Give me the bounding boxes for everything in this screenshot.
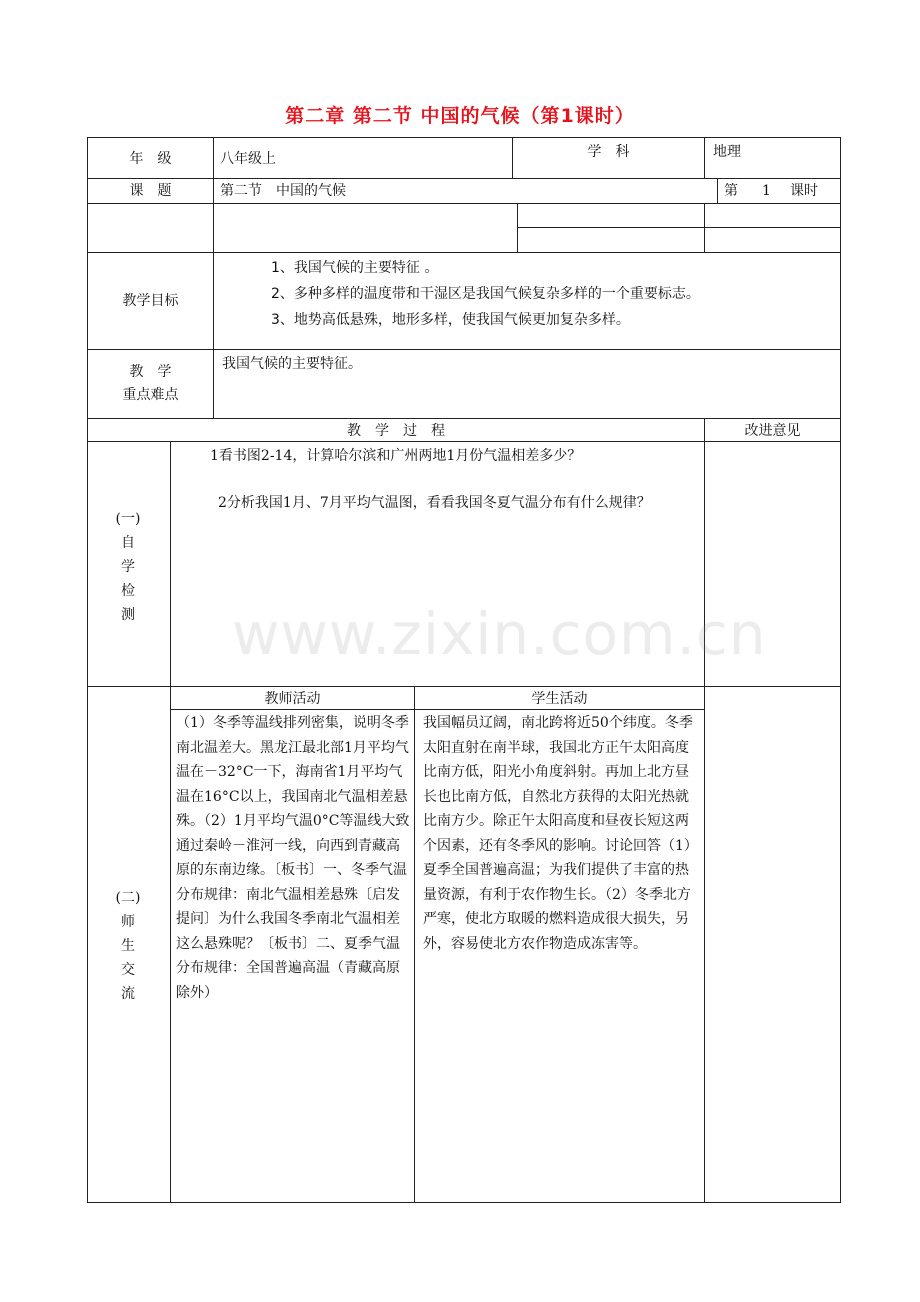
table-border-top bbox=[87, 137, 841, 138]
lesson-prefix: 第 bbox=[724, 183, 738, 199]
row-divider bbox=[87, 686, 841, 687]
row-divider bbox=[170, 709, 705, 710]
row-divider bbox=[87, 441, 841, 442]
row-divider bbox=[517, 227, 841, 228]
objectives-label: 教学目标 bbox=[122, 293, 179, 309]
grade-value: 八年级上 bbox=[220, 151, 276, 167]
table-border-bottom bbox=[87, 1202, 841, 1203]
self-check-question-1: 1看书图2-14，计算哈尔滨和广州两地1月份气温相差多少？ bbox=[210, 448, 582, 464]
section2-label-line: 师 bbox=[121, 914, 135, 930]
watermark-logo: www.zixin.com.cn bbox=[232, 600, 767, 668]
section1-label-line: (一) bbox=[115, 511, 141, 527]
col-divider bbox=[704, 418, 705, 1203]
section2-label-line: 生 bbox=[121, 938, 135, 954]
row-divider bbox=[87, 252, 841, 253]
col-divider bbox=[170, 441, 171, 1203]
section1-label-line: 学 bbox=[121, 559, 135, 575]
teacher-activity-text: （1）冬季等温线排列密集，说明冬季南北温差大。黑龙江最北部1月平均气温在－32°C一下，海南省1月平均气温在16°C以上，我国南北气温相差悬殊。（2）1月平均气温0°C等温线大致通过秦岭－淮河一线，向西到青藏高原的东南边缘。〔板书〕一、冬季气温分布规律：南北气温相差悬殊〔启发提问〕为什么我国冬季南北气温相差这么悬殊呢？〔板书〕二、夏季气温分布规律：全国普遍高温（青藏高原除外） bbox=[176, 715, 410, 1001]
table-border-right bbox=[840, 137, 841, 1203]
row-divider bbox=[87, 349, 841, 350]
row-divider bbox=[87, 178, 841, 179]
lesson-number: 1 bbox=[762, 183, 771, 199]
row-divider bbox=[87, 203, 841, 204]
feedback-header: 改进意见 bbox=[744, 423, 801, 439]
student-activity-header: 学生活动 bbox=[531, 691, 588, 707]
col-divider bbox=[717, 178, 718, 204]
objective-item: 3、地势高低悬殊，地形多样，使我国气候更加复杂多样。 bbox=[271, 312, 630, 328]
section2-label-line: 流 bbox=[121, 986, 135, 1002]
col-divider bbox=[704, 203, 705, 253]
section2-label-line: (二) bbox=[115, 890, 141, 906]
key-points-label-line1: 教 学 bbox=[129, 364, 172, 380]
objective-item: 2、多种多样的温度带和干湿区是我国气候复杂多样的一个重要标志。 bbox=[271, 286, 700, 302]
teacher-activity-header: 教师活动 bbox=[264, 691, 321, 707]
subject-label: 学 科 bbox=[587, 144, 630, 160]
page-title: 第二章 第二节 中国的气候（第1课时） bbox=[285, 105, 635, 127]
key-points-content: 我国气候的主要特征。 bbox=[222, 356, 362, 372]
topic-value: 第二节 中国的气候 bbox=[220, 183, 346, 199]
topic-label: 课 题 bbox=[129, 183, 172, 199]
col-divider bbox=[704, 137, 705, 179]
section2-label-line: 交 bbox=[121, 962, 135, 978]
student-activity-text: 我国幅员辽阔，南北跨将近50个纬度。冬季太阳直射在南半球，我国北方正午太阳高度比南方低，阳光小角度斜射。再加上北方昼长也比南方低，自然北方获得的太阳光热就比南方少。除正午太阳高度和昼夜长短这两个因素，还有冬季风的影响。讨论回答（1）夏季全国普遍高温；为我们提供了丰富的热量资源，有利于农作物生长。（2）冬季北方严寒，使北方取暖的燃料造成很大损失，另外，容易使北方农作物造成冻害等。 bbox=[423, 715, 698, 952]
key-points-label-line2: 重点难点 bbox=[122, 387, 179, 403]
subject-value: 地理 bbox=[713, 144, 741, 160]
section1-label-line: 检 bbox=[121, 583, 135, 599]
objective-item: 1、我国气候的主要特征 。 bbox=[271, 260, 439, 276]
col-divider bbox=[517, 203, 518, 253]
process-header: 教 学 过 程 bbox=[347, 423, 445, 439]
lesson-suffix: 课时 bbox=[790, 183, 818, 199]
section1-label-line: 测 bbox=[121, 607, 135, 623]
grade-label: 年 级 bbox=[129, 151, 172, 167]
col-divider bbox=[213, 137, 214, 419]
section1-label-line: 自 bbox=[121, 535, 135, 551]
row-divider bbox=[87, 418, 841, 419]
col-divider bbox=[414, 686, 415, 1203]
self-check-question-2: 2分析我国1月、7月平均气温图，看看我国冬夏气温分布有什么规律？ bbox=[218, 495, 651, 511]
